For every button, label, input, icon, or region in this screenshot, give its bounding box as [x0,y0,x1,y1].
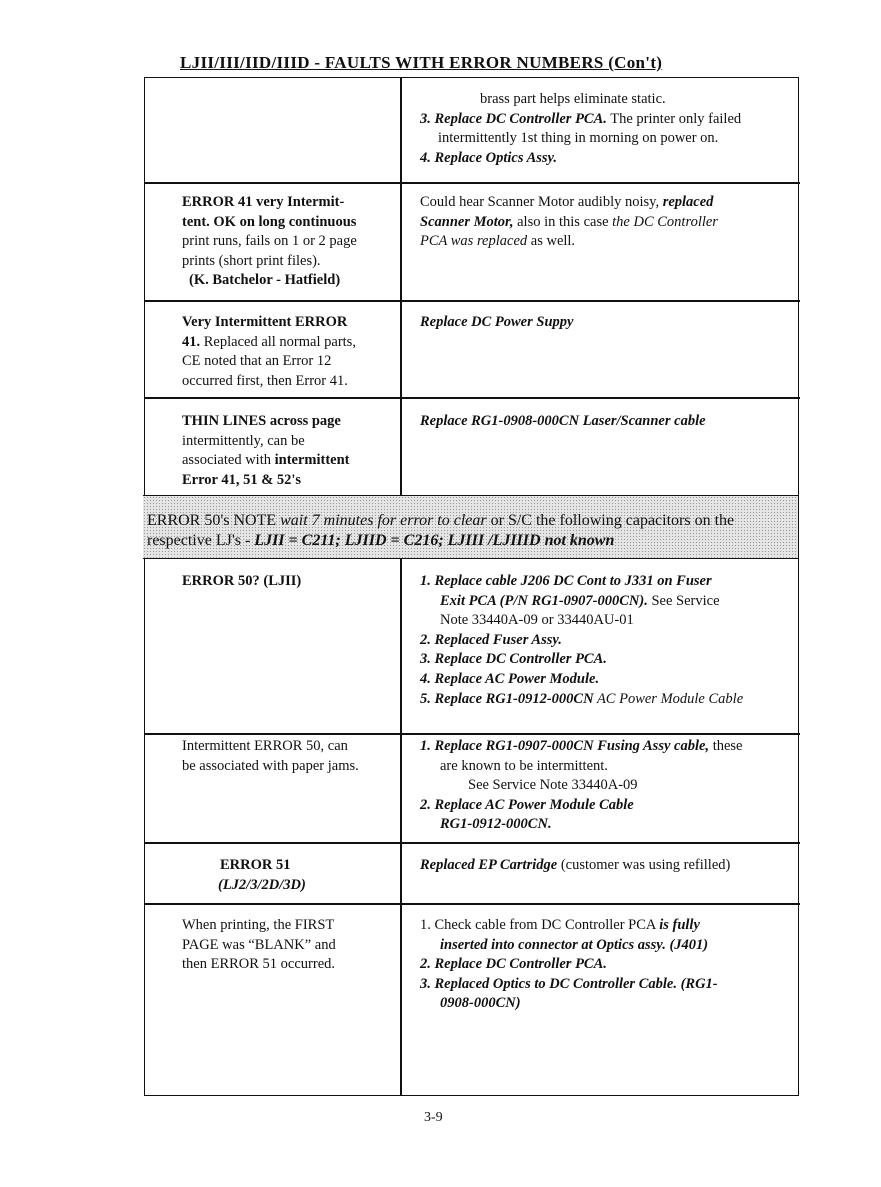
symptom-line: ERROR 41 very Intermit- [182,194,345,210]
fix-step: 4. Replace Optics Assy. [420,149,558,166]
symptom-text: intermittent [274,452,350,469]
fix-step: 2. Replace DC Controller PCA. [420,956,607,973]
fix-text: (customer was using refilled) [557,857,731,873]
fix-emphasis: Replaced EP Cartridge [420,857,558,873]
fix-line: brass part helps eliminate static. [480,91,666,107]
row-divider [144,300,800,302]
fix-emphasis: 5. Replace RG1-0912-000CN [420,690,594,707]
symptom-cell [182,313,394,391]
note-emphasis: wait 7 minutes for error to clear [280,512,487,529]
symptom-credit: (K. Batchelor - Hatfield) [189,272,341,289]
fix-text: also in this case [513,213,613,230]
fix-cell [420,856,798,876]
fix-cell [420,572,798,709]
fix-emphasis: the DC Controller [612,213,718,230]
fix-emphasis: PCA was replaced [420,233,528,250]
fix-text: as well. [527,233,576,250]
row-divider [144,733,800,735]
symptom-cell [182,737,394,776]
fix-emphasis: Exit PCA (P/N RG1-0907-000CN). [440,592,648,609]
note-text: respective LJ's - [147,532,255,549]
fix-cell [420,90,798,168]
fix-text: Could hear Scanner Motor audibly noisy, [420,194,663,210]
row-divider [144,903,800,905]
fix-step: 2. Replaced Fuser Assy. [420,631,562,648]
fix-text: The printer only failed [606,110,742,127]
fix-line: intermittently 1st thing in morning on power on. [438,130,719,147]
fix-line: inserted into connector at Optics assy. (J401) [440,936,709,953]
symptom-line: Very Intermittent ERROR [182,314,348,330]
fix-text: 1. Check cable from DC Controller PCA [420,917,660,933]
symptom-line: THIN LINES across page [182,413,341,429]
symptom-text: 41. [182,333,201,350]
fix-line: See Service Note 33440A-09 [468,777,638,794]
symptom-line: be associated with paper jams. [182,757,359,774]
fix-step: 3. Replaced Optics to DC Controller Cable. (RG1- [420,975,718,992]
fix-emphasis: replaced [662,194,714,210]
page-number: 3-9 [424,1110,443,1125]
note-text: or S/C the following capacitors on the [486,512,735,529]
symptom-line: prints (short print files). [182,252,321,269]
symptom-text: Replaced all normal parts, [200,333,356,350]
fix-step: Replace DC Power Suppy [420,314,574,330]
fix-cell [420,916,798,1014]
row-divider [144,842,800,844]
fix-line: Note 33440A-09 or 33440AU-01 [440,612,634,629]
fix-cell [420,193,798,252]
row-divider [144,182,800,184]
fix-emphasis: 1. Replace RG1-0907-000CN Fusing Assy cable, [420,738,710,754]
symptom-line: Error 41, 51 & 52's [182,471,302,488]
symptom-line: tent. OK on long continuous [182,213,357,230]
fix-step: 3. Replace DC Controller PCA. [420,110,607,127]
fix-text: See Service [647,592,720,609]
row-divider [144,397,800,399]
fix-line: 0908-000CN) [440,995,521,1012]
fix-emphasis: Scanner Motor, [420,213,514,230]
fix-step: 3. Replace DC Controller PCA. [420,651,607,668]
symptom-line: ERROR 50? (LJII) [182,573,302,589]
symptom-line: ERROR 51 [220,857,291,873]
symptom-line: (LJ2/3/2D/3D) [218,876,306,893]
fix-text: AC Power Module Cable [593,690,744,707]
fix-emphasis: is fully [659,917,700,933]
fix-step: 4. Replace AC Power Module. [420,670,600,687]
symptom-line: Intermittent ERROR 50, can [182,738,348,754]
page-title: LJII/III/IID/IIID - FAULTS WITH ERROR NUMBERS (Con't) [180,53,663,72]
symptom-line: print runs, fails on 1 or 2 page [182,233,357,250]
symptom-line: When printing, the FIRST [182,917,335,933]
symptom-cell [182,572,394,592]
column-divider-bottom [400,559,402,1096]
fix-step: Replace RG1-0908-000CN Laser/Scanner cable [420,413,706,429]
fix-cell [420,313,798,333]
fix-text: these [709,738,743,754]
symptom-text: associated with [182,452,275,469]
note-label: ERROR 50's NOTE [147,512,281,529]
fix-line: are known to be intermittent. [440,757,608,774]
symptom-cell [182,412,394,490]
symptom-line: intermittently, can be [182,432,305,449]
symptom-line: CE noted that an Error 12 [182,353,332,370]
fix-step: 2. Replace AC Power Module Cable [420,796,634,813]
fix-step: 1. Replace cable J206 DC Cont to J331 on Fuser [420,573,712,589]
symptom-line: PAGE was “BLANK” and [182,936,336,953]
fix-cell [420,737,798,835]
column-divider-top [400,77,402,495]
fix-cell [420,412,798,432]
symptom-cell [182,916,394,975]
symptom-line: then ERROR 51 occurred. [182,956,336,973]
symptom-cell [182,193,394,291]
note-band-text [147,511,734,551]
symptom-cell [182,856,394,895]
fix-step: RG1-0912-000CN. [440,816,552,833]
symptom-line: occurred first, then Error 41. [182,372,348,389]
note-emphasis: LJII = C211; LJIID = C216; LJIII /LJIIID not known [254,532,615,549]
